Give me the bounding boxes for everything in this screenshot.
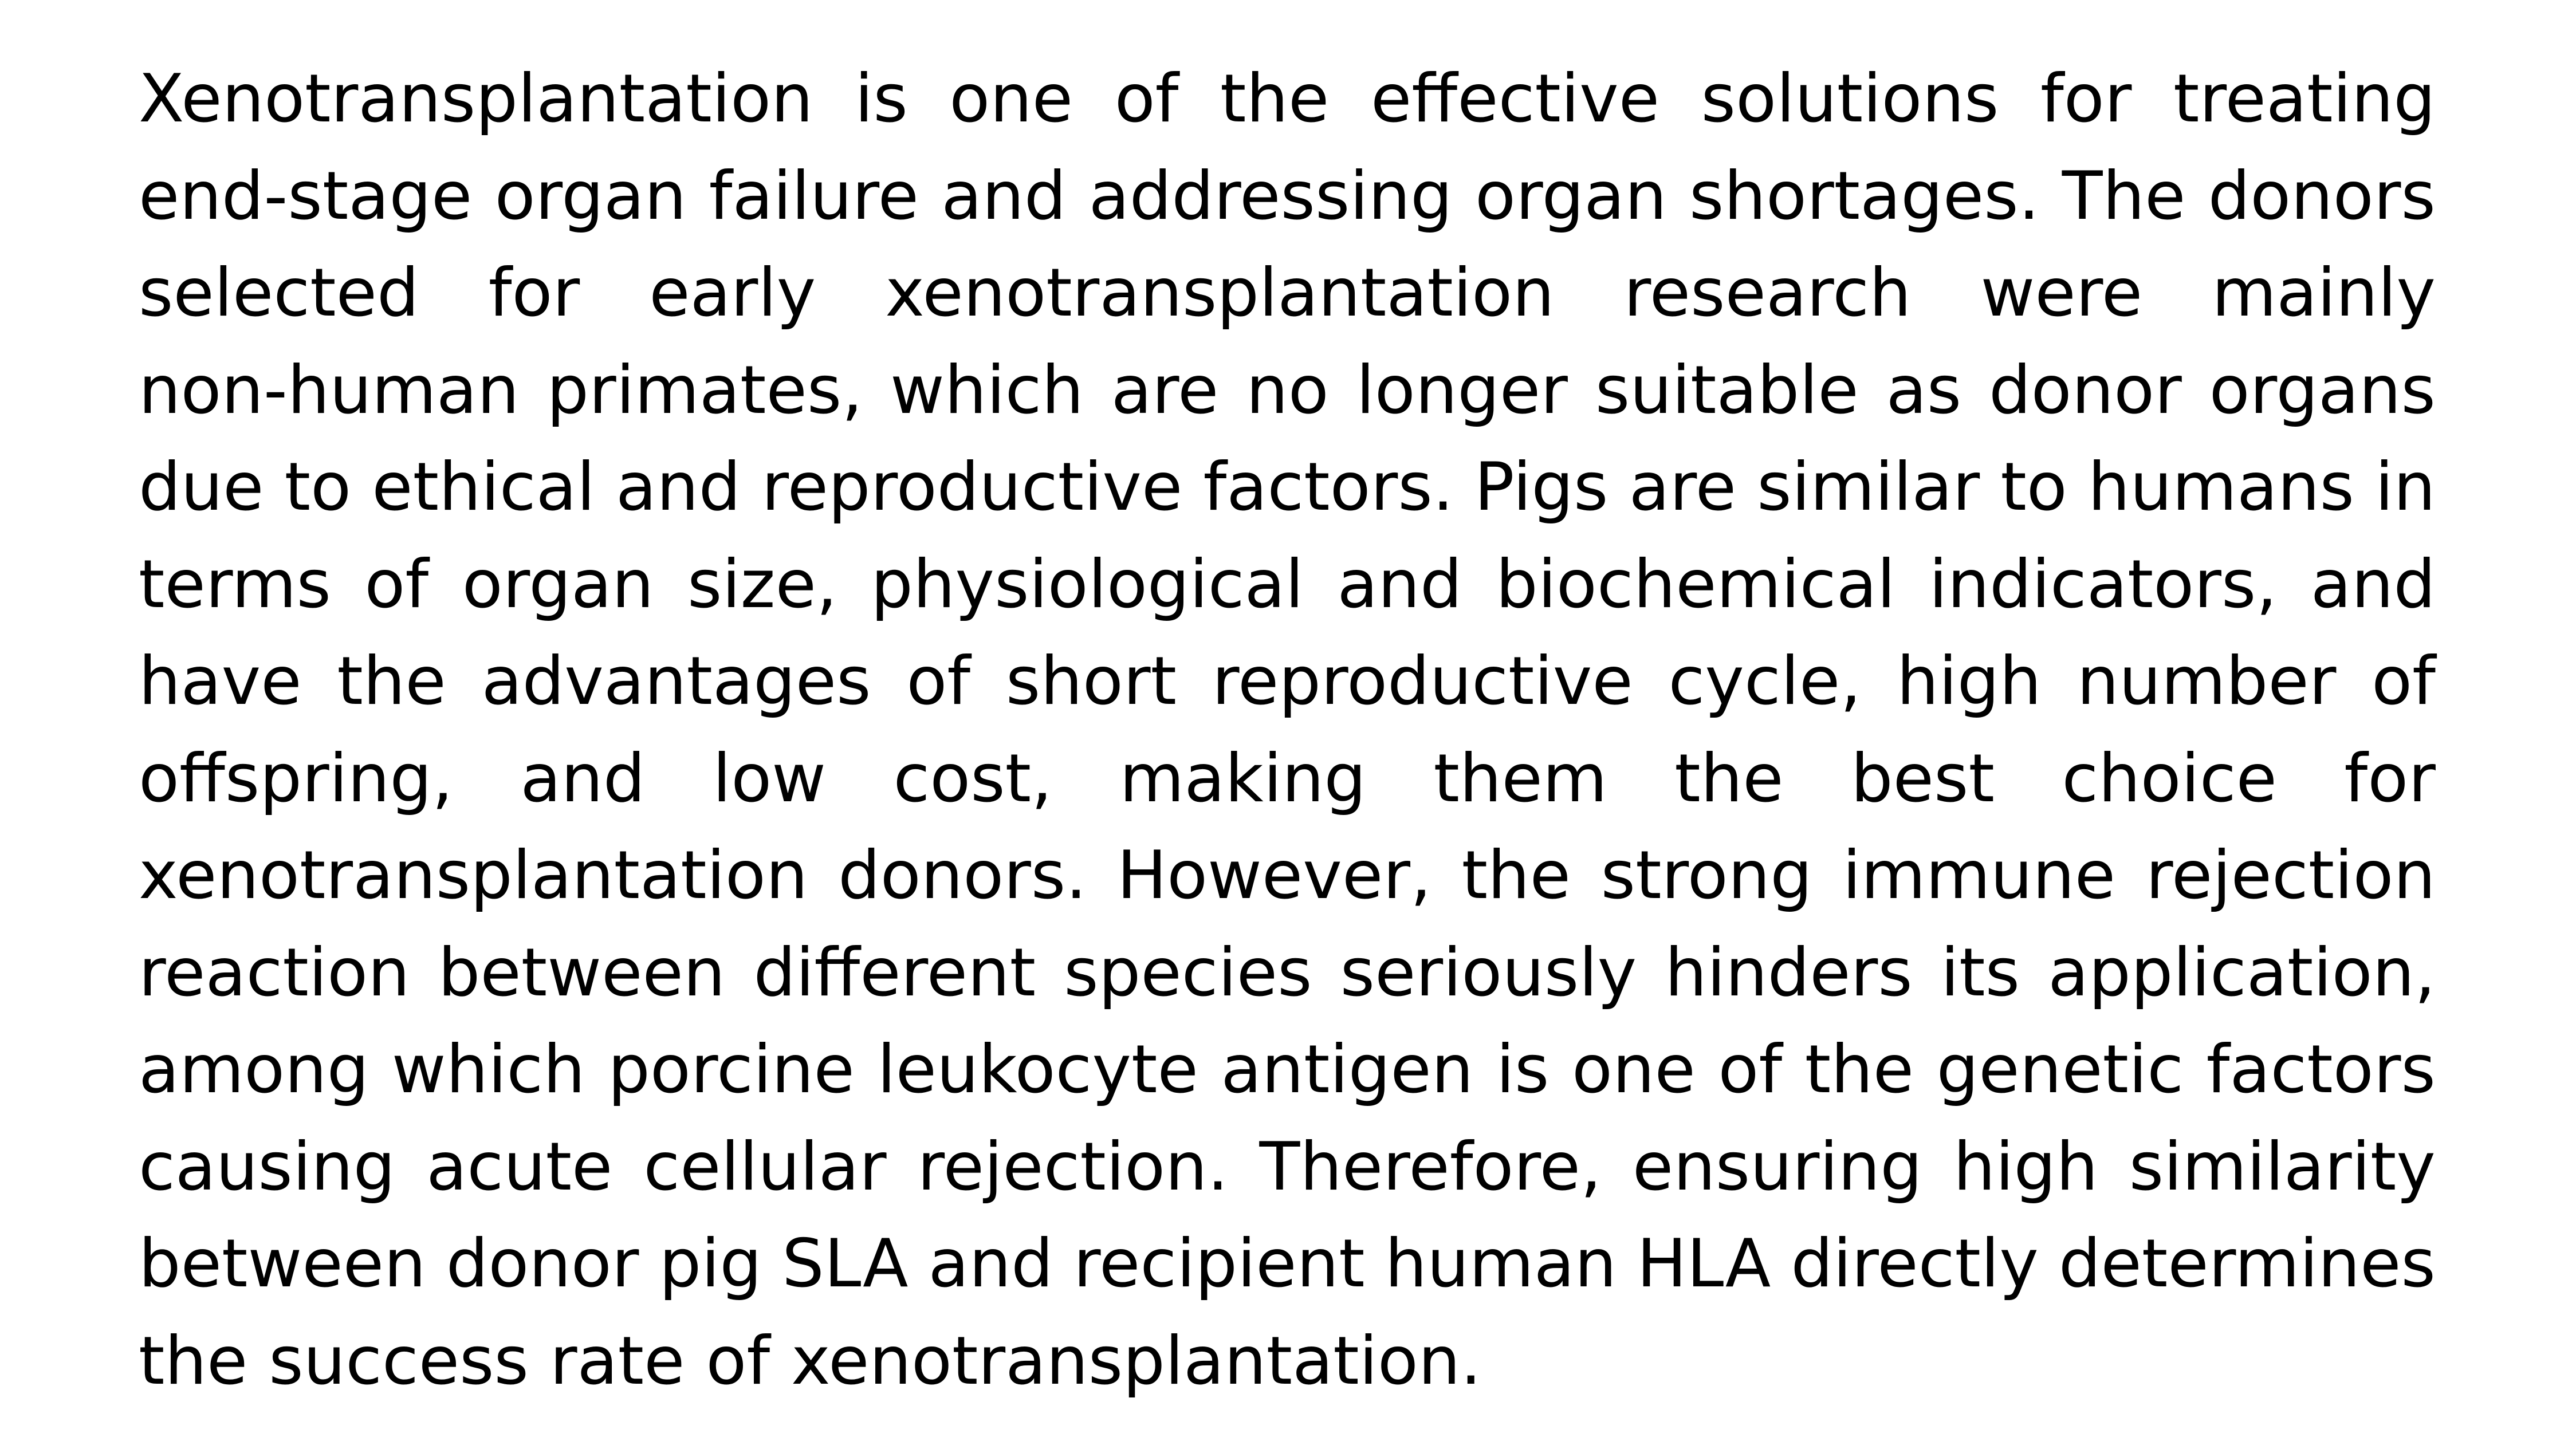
word: donor <box>446 1225 639 1302</box>
word: However, <box>1116 837 1431 914</box>
word: are <box>1111 351 1219 429</box>
word: species <box>1064 934 1312 1011</box>
word: due <box>139 448 264 526</box>
word: similarity <box>2129 1128 2436 1206</box>
word: have <box>139 643 302 720</box>
word: offspring, <box>139 739 453 817</box>
paragraph-line <box>139 1215 2436 1313</box>
word: and <box>616 448 741 526</box>
word: recipient <box>1073 1225 1365 1302</box>
word: mainly <box>2212 254 2436 332</box>
word: choice <box>2062 739 2277 817</box>
word: biochemical <box>1496 545 1895 623</box>
word: early <box>649 254 816 332</box>
word: among <box>139 1031 369 1108</box>
paragraph-line <box>139 148 2436 245</box>
word: primates, <box>546 351 863 429</box>
paragraph-line <box>139 50 2436 148</box>
word: suitable <box>1595 351 1859 429</box>
paragraph-line <box>139 827 2436 924</box>
word: similar <box>1757 448 1980 526</box>
word: low <box>712 739 827 817</box>
word: strong <box>1600 837 1812 914</box>
word: to <box>284 448 352 526</box>
word: immune <box>1842 837 2116 914</box>
word: ensuring <box>1632 1128 1922 1206</box>
word: pig <box>659 1225 762 1302</box>
word: indicators, <box>1929 545 2278 623</box>
word: Therefore, <box>1259 1128 1602 1206</box>
word: which <box>890 351 1084 429</box>
word: for <box>488 254 580 332</box>
word: porcine <box>608 1031 855 1108</box>
word: shortages. <box>1689 157 2040 235</box>
word: its <box>1940 934 2020 1011</box>
word: genetic <box>1936 1031 2184 1108</box>
word: research <box>1623 254 1912 332</box>
word: causing <box>139 1128 396 1206</box>
word: failure <box>709 157 919 235</box>
word: the <box>1804 1031 1914 1108</box>
word: which <box>391 1031 585 1108</box>
word: rejection. <box>917 1128 1229 1206</box>
word: and <box>941 157 1067 235</box>
word: between <box>139 1225 426 1302</box>
paragraph-line <box>139 245 2436 342</box>
word: cost, <box>893 739 1052 817</box>
paragraph-line <box>139 924 2436 1022</box>
word: different <box>753 934 1036 1011</box>
word: application, <box>2048 934 2436 1011</box>
word: of <box>906 643 971 720</box>
word: one <box>1571 1031 1696 1108</box>
word: donor <box>1989 351 2182 429</box>
word: HLA <box>1637 1225 1771 1302</box>
word: of <box>2372 643 2436 720</box>
word: as <box>1886 351 1962 429</box>
word: the <box>1220 60 1330 137</box>
word: and <box>928 1225 1053 1302</box>
word: acute <box>426 1128 613 1206</box>
word: xenotransplantation <box>139 837 808 914</box>
word: advantages <box>481 643 871 720</box>
paragraph-line <box>139 439 2436 536</box>
paragraph-line <box>139 1119 2436 1216</box>
word: human <box>1385 1225 1617 1302</box>
word: between <box>438 934 726 1011</box>
word: of <box>1114 60 1179 137</box>
word: the <box>337 643 446 720</box>
word: and <box>1337 545 1462 623</box>
paragraph-line <box>139 633 2436 730</box>
word: The <box>2062 157 2186 235</box>
word: end-stage <box>139 157 473 235</box>
word: number <box>2076 643 2337 720</box>
word: Xenotransplantation <box>139 60 813 137</box>
word: short <box>1005 643 1177 720</box>
word: ethical <box>372 448 595 526</box>
word: Pigs <box>1474 448 1608 526</box>
word: in <box>2375 448 2436 526</box>
word: terms <box>139 545 331 623</box>
word: cycle, <box>1668 643 1862 720</box>
word: effective <box>1370 60 1660 137</box>
word: for <box>2344 739 2436 817</box>
word: best <box>1851 739 1995 817</box>
word: high <box>1953 1128 2098 1206</box>
paragraph-last-line: the success rate of xenotransplantation. <box>139 1322 1482 1400</box>
word: factors. <box>1203 448 1454 526</box>
paragraph-line <box>139 1021 2436 1119</box>
word: donors <box>2208 157 2436 235</box>
word: longer <box>1356 351 1568 429</box>
word: reproductive <box>1212 643 1633 720</box>
word: the <box>1674 739 1784 817</box>
word: reproductive <box>761 448 1183 526</box>
word: hinders <box>1665 934 1913 1011</box>
word: making <box>1119 739 1367 817</box>
word: rejection <box>2145 837 2436 914</box>
word: and <box>520 739 646 817</box>
word: directly <box>1791 1225 2039 1302</box>
word: reaction <box>139 934 410 1011</box>
word: for <box>2040 60 2132 137</box>
word: size, <box>687 545 837 623</box>
word: factors <box>2206 1031 2436 1108</box>
word: is <box>855 60 908 137</box>
word: is <box>1496 1031 1549 1108</box>
word: one <box>949 60 1073 137</box>
word: determines <box>2058 1225 2436 1302</box>
word: SLA <box>782 1225 909 1302</box>
word: physiological <box>871 545 1304 623</box>
word: humans <box>2087 448 2354 526</box>
word: to <box>2000 448 2067 526</box>
word: no <box>1246 351 1329 429</box>
body-paragraph <box>139 50 2436 1409</box>
word: seriously <box>1340 934 1637 1011</box>
word: organ <box>494 157 687 235</box>
word: treating <box>2173 60 2436 137</box>
word: antigen <box>1221 1031 1474 1108</box>
word: are <box>1629 448 1737 526</box>
word: solutions <box>1701 60 1999 137</box>
word: the <box>1461 837 1571 914</box>
word: of <box>1718 1031 1783 1108</box>
word: of <box>364 545 429 623</box>
word: selected <box>139 254 419 332</box>
word: leukocyte <box>877 1031 1198 1108</box>
paragraph-line <box>139 536 2436 633</box>
word: them <box>1433 739 1607 817</box>
paragraph-line <box>139 730 2436 828</box>
word: organs <box>2209 351 2436 429</box>
word: non-human <box>139 351 520 429</box>
word: donors. <box>838 837 1087 914</box>
word: and <box>2310 545 2436 623</box>
word: were <box>1980 254 2143 332</box>
word: cellular <box>643 1128 887 1206</box>
word: xenotransplantation <box>885 254 1555 332</box>
paragraph-line <box>139 342 2436 439</box>
word: high <box>1896 643 2042 720</box>
word: organ <box>462 545 654 623</box>
word: addressing <box>1088 157 1453 235</box>
word: organ <box>1474 157 1667 235</box>
